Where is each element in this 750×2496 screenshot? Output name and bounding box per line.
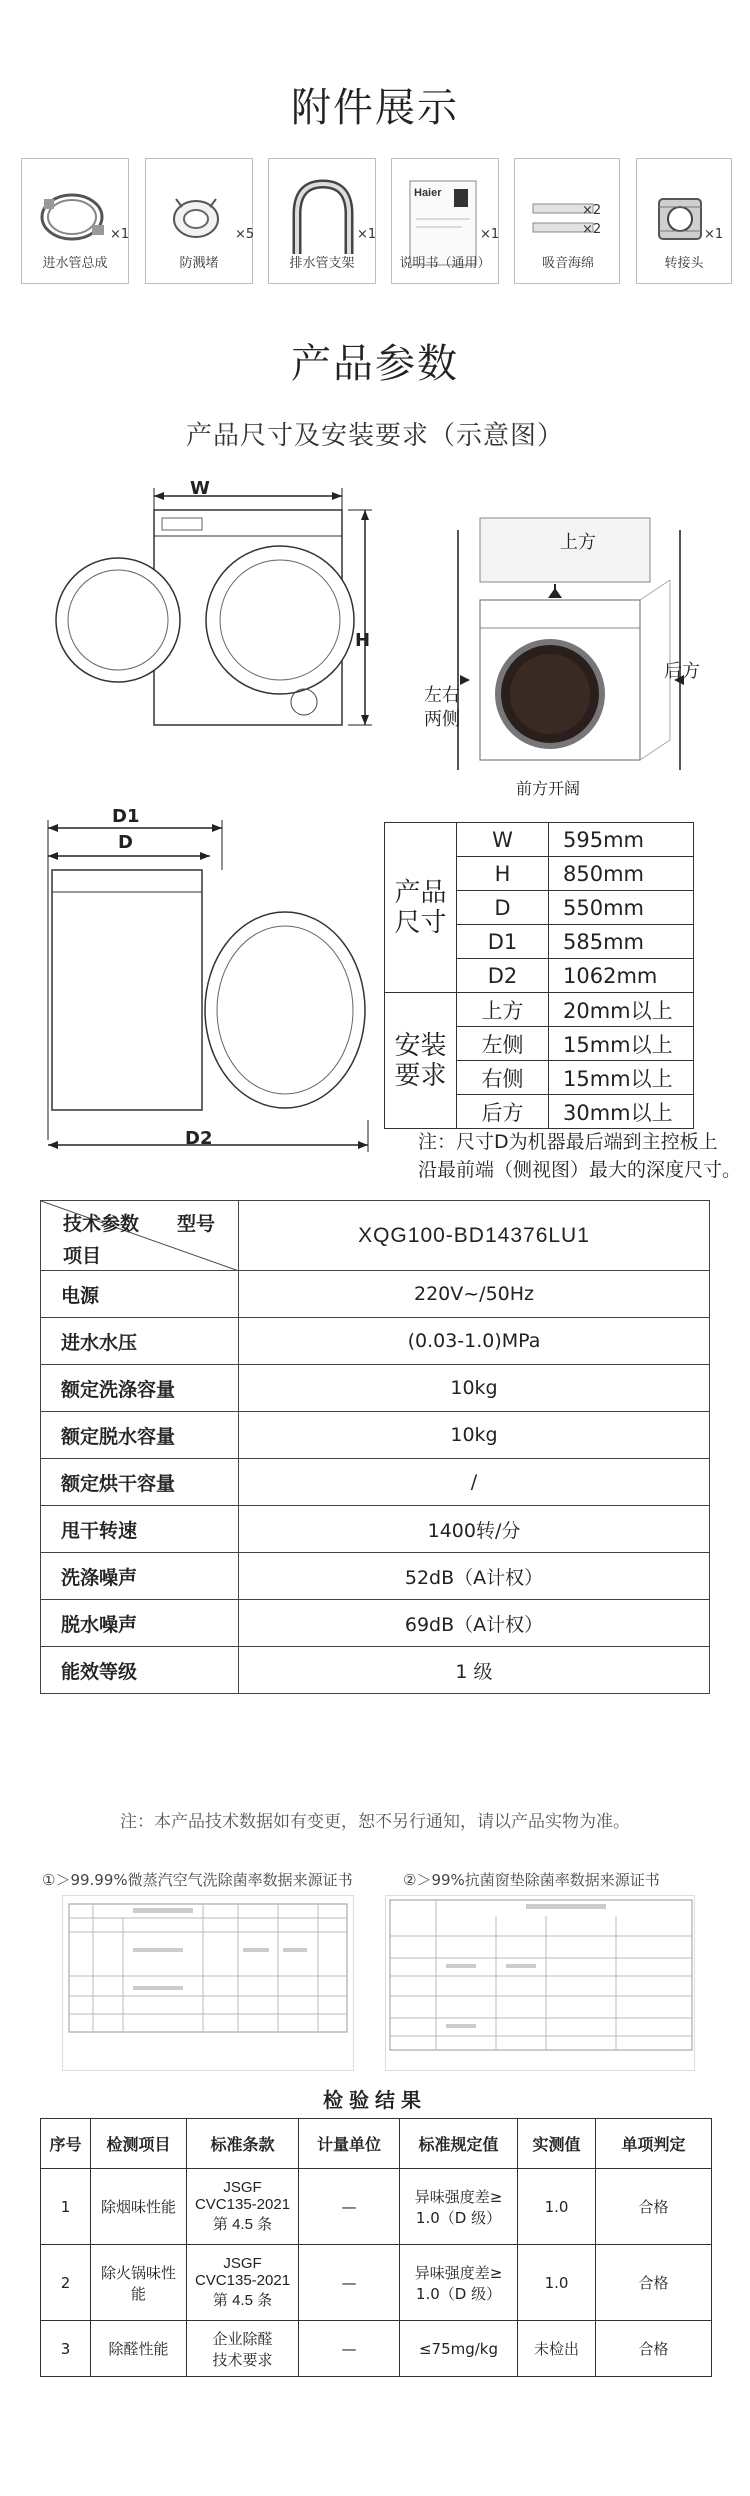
- cert-left-title: ①＞99.99%微蒸汽空气洗除菌率数据来源证书: [42, 1871, 353, 1889]
- dim-value: 1062mm: [549, 959, 694, 993]
- result-requirement-line: 1.0（D 级）: [415, 2284, 502, 2303]
- install-key: 上方: [457, 993, 549, 1027]
- result-no: 3: [41, 2321, 91, 2377]
- results-header: 标准规定值: [400, 2119, 518, 2169]
- dim-key: W: [457, 823, 549, 857]
- result-requirement: ≤75mg/kg: [400, 2321, 518, 2377]
- result-standard-line: JSGF: [223, 2179, 262, 2196]
- tech-header-cell: [41, 1201, 239, 1271]
- results-table: [40, 2118, 712, 2377]
- tech-value: 1 级: [239, 1647, 710, 1694]
- tech-header-item: 项目: [63, 1245, 102, 1267]
- accessory-count: ×1: [480, 227, 500, 242]
- dimension-table: [384, 822, 694, 1129]
- result-item-line: 能: [130, 2284, 146, 2303]
- dim-w-label: W: [190, 478, 210, 499]
- params-title: 产品参数: [291, 341, 459, 387]
- clearance-front-label: 前方开阔: [516, 779, 581, 798]
- front-view-diagram: [50, 470, 380, 790]
- results-title: 检验结果: [323, 2088, 427, 2112]
- cert-table-graphic: [63, 1896, 355, 2072]
- install-value: 15mm以上: [549, 1061, 694, 1095]
- tech-key: 电源: [41, 1271, 239, 1318]
- result-standard: [187, 2321, 299, 2377]
- dimension-note-line: 注：尺寸D为机器最后端到主控板上: [418, 1131, 718, 1153]
- results-header: 计量单位: [299, 2119, 400, 2169]
- dim-key: D2: [457, 959, 549, 993]
- accessory-count: ×5: [235, 227, 255, 242]
- params-subtitle: 产品尺寸及安装要求（示意图）: [185, 421, 564, 451]
- table-row: [41, 2321, 712, 2377]
- tech-key: 额定脱水容量: [41, 1412, 239, 1459]
- result-unit: —: [299, 2245, 400, 2321]
- result-standard: [187, 2169, 299, 2245]
- accessory-label: 进水管总成: [42, 256, 108, 271]
- cert-right-title: ②＞99%抗菌窗垫除菌率数据来源证书: [403, 1871, 660, 1889]
- tech-value: 220V~/50Hz: [239, 1271, 710, 1318]
- tech-value: 10kg: [239, 1412, 710, 1459]
- accessories-title: 附件展示: [291, 85, 459, 131]
- accessory-label: 排水管支架: [289, 256, 355, 271]
- tech-key: 甩干转速: [41, 1506, 239, 1553]
- install-group-label: 安装要求: [385, 993, 457, 1129]
- side-view-diagram: [40, 800, 390, 1170]
- result-item: 除烟味性能: [91, 2169, 187, 2245]
- result-standard-line: JSGF: [223, 2255, 262, 2272]
- result-requirement: [400, 2245, 518, 2321]
- tech-note: 注：本产品技术数据如有变更，恕不另行通知，请以产品实物为准。: [120, 1812, 630, 1832]
- result-requirement-line: 异味强度差≥: [414, 2263, 503, 2282]
- dim-value: 550mm: [549, 891, 694, 925]
- result-item: 除醛性能: [91, 2321, 187, 2377]
- result-item-line: 除火锅味性: [100, 2263, 176, 2282]
- result-no: 2: [41, 2245, 91, 2321]
- dim-h-label: H: [355, 630, 371, 651]
- result-unit: —: [299, 2321, 400, 2377]
- dimension-note: [418, 1128, 748, 1184]
- accessory-label: 说明书（通用）: [399, 256, 491, 271]
- clearance-top-label: 上方: [560, 532, 596, 553]
- tech-value: 1400转/分: [239, 1506, 710, 1553]
- result-standard-line: CVC135-2021: [194, 2196, 291, 2213]
- accessory-count: ×2: [582, 222, 602, 237]
- results-header: 序号: [41, 2119, 91, 2169]
- accessory-count: ×1: [110, 227, 130, 242]
- results-header: 检测项目: [91, 2119, 187, 2169]
- clearance-sides-label-2: 两侧: [424, 709, 460, 730]
- result-unit: —: [299, 2169, 400, 2245]
- cert-left-image: [62, 1895, 354, 2071]
- tech-header-model: 型号: [177, 1213, 216, 1235]
- result-standard-line: 第 4.5 条: [212, 2292, 273, 2309]
- install-key: 后方: [457, 1095, 549, 1129]
- tech-key: 能效等级: [41, 1647, 239, 1694]
- model-number: XQG100-BD14376LU1: [239, 1201, 710, 1271]
- result-standard-line: 企业除醛: [212, 2329, 273, 2348]
- tech-spec-table: [40, 1200, 710, 1694]
- tech-key: 额定烘干容量: [41, 1459, 239, 1506]
- tech-value: /: [239, 1459, 710, 1506]
- install-value: 15mm以上: [549, 1027, 694, 1061]
- dim-d2-label: D2: [185, 1128, 213, 1149]
- dim-value: 595mm: [549, 823, 694, 857]
- tech-value: 52dB（A计权）: [239, 1553, 710, 1600]
- dim-key: H: [457, 857, 549, 891]
- accessory-count: ×1: [357, 227, 377, 242]
- dim-value: 585mm: [549, 925, 694, 959]
- results-header: 标准条款: [187, 2119, 299, 2169]
- clearance-back-label: 后方: [664, 661, 700, 682]
- result-judgement: 合格: [596, 2321, 712, 2377]
- tech-value: (0.03-1.0)MPa: [239, 1318, 710, 1365]
- table-row: [41, 2169, 712, 2245]
- result-no: 1: [41, 2169, 91, 2245]
- install-value: 20mm以上: [549, 993, 694, 1027]
- results-header: 实测值: [518, 2119, 596, 2169]
- result-judgement: 合格: [596, 2169, 712, 2245]
- result-standard-line: 技术要求: [212, 2350, 273, 2369]
- manual-brand: Haier: [414, 187, 442, 199]
- install-value: 30mm以上: [549, 1095, 694, 1129]
- cert-table-graphic: [386, 1896, 696, 2072]
- tech-value: 10kg: [239, 1365, 710, 1412]
- tech-key: 脱水噪声: [41, 1600, 239, 1647]
- result-standard-line: CVC135-2021: [194, 2272, 291, 2289]
- tech-key: 进水水压: [41, 1318, 239, 1365]
- result-value: 1.0: [518, 2245, 596, 2321]
- accessory-count: ×1: [704, 227, 724, 242]
- accessory-label: 转接头: [664, 256, 704, 271]
- clearance-sides-label-1: 左右: [424, 685, 460, 706]
- result-value: 1.0: [518, 2169, 596, 2245]
- result-value: 未检出: [518, 2321, 596, 2377]
- result-standard-line: 第 4.5 条: [212, 2216, 273, 2233]
- tech-key: 洗涤噪声: [41, 1553, 239, 1600]
- install-key: 左侧: [457, 1027, 549, 1061]
- size-group-label: 产品尺寸: [385, 823, 457, 993]
- install-key: 右侧: [457, 1061, 549, 1095]
- accessory-label: 吸音海绵: [541, 256, 594, 271]
- result-item: [91, 2245, 187, 2321]
- dim-value: 850mm: [549, 857, 694, 891]
- dim-d-label: D: [118, 832, 133, 853]
- dim-d1-label: D1: [112, 806, 140, 827]
- result-requirement-line: 异味强度差≥: [414, 2187, 503, 2206]
- tech-header-params: 技术参数: [63, 1213, 140, 1235]
- result-requirement-line: 1.0（D 级）: [415, 2208, 502, 2227]
- dimension-note-line: 沿最前端（侧视图）最大的深度尺寸。: [418, 1159, 742, 1181]
- dim-key: D: [457, 891, 549, 925]
- accessory-label: 防溅堵: [179, 256, 219, 271]
- table-row: [41, 2245, 712, 2321]
- accessory-count: ×2: [582, 203, 602, 218]
- result-requirement: [400, 2169, 518, 2245]
- tech-key: 额定洗涤容量: [41, 1365, 239, 1412]
- cert-right-image: [385, 1895, 695, 2071]
- tech-value: 69dB（A计权）: [239, 1600, 710, 1647]
- result-judgement: 合格: [596, 2245, 712, 2321]
- result-standard: [187, 2245, 299, 2321]
- dim-key: D1: [457, 925, 549, 959]
- results-header: 单项判定: [596, 2119, 712, 2169]
